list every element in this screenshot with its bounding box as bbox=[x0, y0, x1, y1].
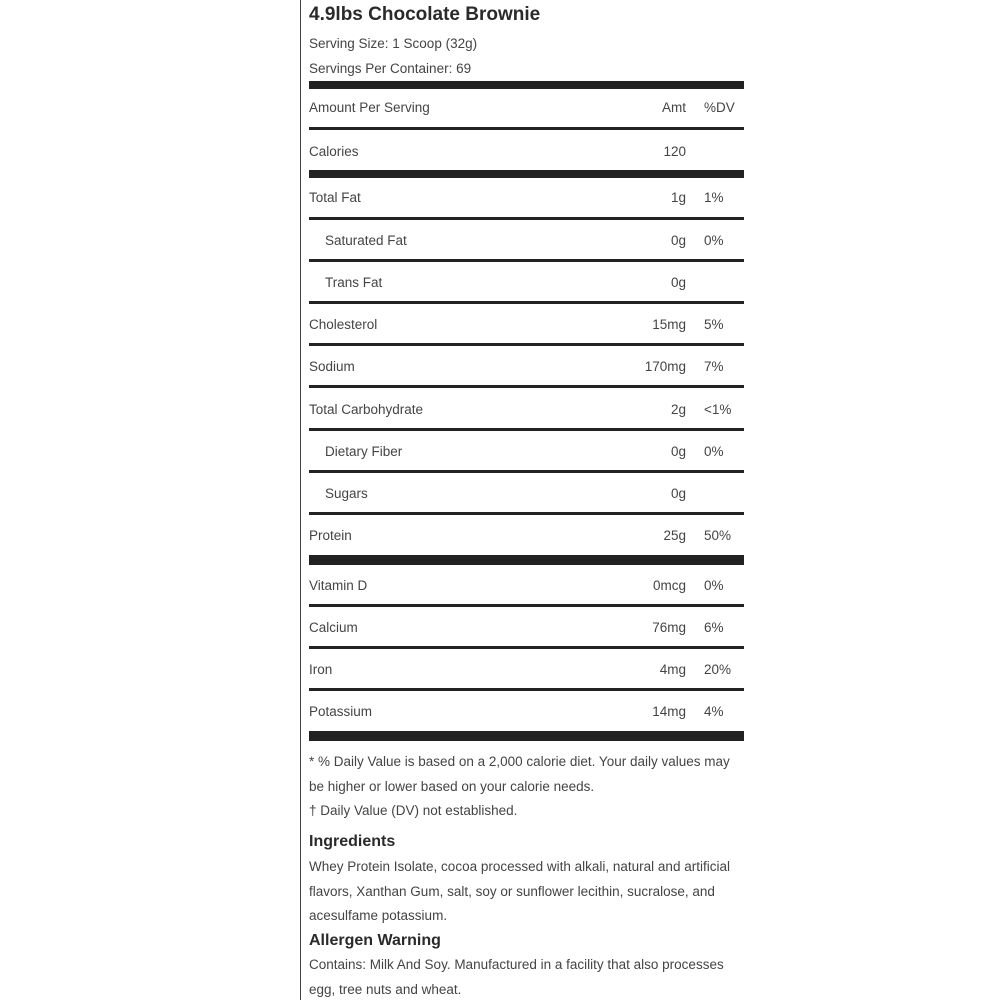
nutrient-name: Dietary Fiber bbox=[325, 444, 403, 459]
mineral-row-calcium bbox=[309, 620, 744, 640]
nutrient-amount: 170mg bbox=[644, 359, 686, 374]
amount-per-serving-header bbox=[309, 100, 744, 120]
divider bbox=[309, 646, 744, 649]
divider bbox=[309, 604, 744, 607]
divider bbox=[309, 428, 744, 431]
mineral-name: Iron bbox=[309, 662, 333, 677]
nutrient-row-trans-fat bbox=[309, 275, 744, 295]
divider bbox=[309, 688, 744, 691]
nutrient-row-sodium bbox=[309, 359, 744, 379]
divider bbox=[309, 127, 744, 130]
servings-per-container: Servings Per Container: 69 bbox=[309, 61, 472, 76]
nutrient-amount: 0g bbox=[670, 275, 686, 290]
nutrient-dv: 0% bbox=[704, 233, 724, 248]
divider bbox=[309, 217, 744, 220]
divider bbox=[309, 385, 744, 388]
nutrient-amount: 0g bbox=[670, 233, 686, 248]
mineral-name: Calcium bbox=[309, 620, 358, 635]
mineral-amount: 76mg bbox=[652, 620, 686, 635]
daily-value-footnote: * % Daily Value is based on a 2,000 calorie diet. Your daily values may be higher or lower based on your calorie needs. bbox=[309, 754, 730, 794]
nutrient-row-total-carbohydrate bbox=[309, 402, 744, 422]
nutrient-name: Total Fat bbox=[309, 190, 361, 205]
nutrient-amount: 15mg bbox=[652, 317, 686, 332]
serving-size: Serving Size: 1 Scoop (32g) bbox=[309, 36, 478, 51]
allergen-warning-heading: Allergen Warning bbox=[309, 932, 441, 949]
divider-thick bbox=[309, 731, 744, 741]
divider bbox=[309, 259, 744, 262]
allergen-warning-text: Contains: Milk And Soy. Manufactured in a facility that also processes egg, tree nuts and wheat. bbox=[309, 957, 724, 997]
mineral-row-potassium bbox=[309, 704, 744, 724]
mineral-name: Vitamin D bbox=[309, 578, 368, 593]
divider bbox=[309, 343, 744, 346]
nutrient-name: Cholesterol bbox=[309, 317, 378, 332]
nutrient-row-dietary-fiber bbox=[309, 444, 744, 464]
product-title: 4.9lbs Chocolate Brownie bbox=[309, 4, 541, 25]
nutrient-dv: <1% bbox=[704, 402, 732, 417]
divider-thick bbox=[309, 555, 744, 565]
calories-value: 120 bbox=[663, 144, 686, 159]
mineral-amount: 4mg bbox=[659, 662, 686, 677]
divider-thick bbox=[309, 81, 744, 89]
nutrient-amount: 0g bbox=[670, 444, 686, 459]
amt-header: Amt bbox=[661, 100, 686, 115]
nutrient-row-cholesterol bbox=[309, 317, 744, 337]
nutrient-dv: 0% bbox=[704, 444, 724, 459]
mineral-dv: 0% bbox=[704, 578, 724, 593]
nutrient-row-total-fat bbox=[309, 190, 744, 210]
divider bbox=[309, 301, 744, 304]
nutrient-name: Sugars bbox=[325, 486, 368, 501]
mineral-dv: 6% bbox=[704, 620, 724, 635]
divider bbox=[309, 512, 744, 515]
calories-label: Calories bbox=[309, 144, 359, 159]
nutrient-name: Total Carbohydrate bbox=[309, 402, 424, 417]
nutrient-name: Protein bbox=[309, 528, 352, 543]
nutrient-amount: 25g bbox=[663, 528, 686, 543]
mineral-dv: 20% bbox=[704, 662, 732, 677]
mineral-row-vitamin-d bbox=[309, 578, 744, 598]
nutrient-dv: 7% bbox=[704, 359, 724, 374]
amount-per-serving-label: Amount Per Serving bbox=[309, 100, 430, 115]
dv-header: %DV bbox=[704, 100, 735, 115]
mineral-amount: 0mcg bbox=[652, 578, 686, 593]
mineral-amount: 14mg bbox=[652, 704, 686, 719]
nutrient-amount: 1g bbox=[670, 190, 686, 205]
nutrient-amount: 0g bbox=[670, 486, 686, 501]
nutrient-amount: 2g bbox=[670, 402, 686, 417]
dv-not-established-footnote: † Daily Value (DV) not established. bbox=[309, 803, 518, 818]
nutrient-row-saturated-fat bbox=[309, 233, 744, 253]
ingredients-heading: Ingredients bbox=[309, 833, 396, 850]
calories-row bbox=[309, 144, 744, 164]
divider bbox=[309, 470, 744, 473]
nutrient-row-protein bbox=[309, 528, 744, 548]
divider-thick bbox=[309, 170, 744, 178]
mineral-row-iron bbox=[309, 662, 744, 682]
nutrient-name: Trans Fat bbox=[325, 275, 383, 290]
ingredients-text: Whey Protein Isolate, cocoa processed with alkali, natural and artificial flavors, Xanthan Gum, salt, soy or sunflower lecithin, sucralose, and acesulfame potassium. bbox=[309, 859, 730, 923]
nutrient-dv: 1% bbox=[704, 190, 724, 205]
nutrient-name: Sodium bbox=[309, 359, 355, 374]
left-border-line bbox=[300, 0, 301, 1000]
nutrient-row-sugars bbox=[309, 486, 744, 506]
mineral-dv: 4% bbox=[704, 704, 724, 719]
nutrient-dv: 5% bbox=[704, 317, 724, 332]
nutrient-name: Saturated Fat bbox=[325, 233, 407, 248]
nutrient-dv: 50% bbox=[704, 528, 732, 543]
mineral-name: Potassium bbox=[309, 704, 373, 719]
